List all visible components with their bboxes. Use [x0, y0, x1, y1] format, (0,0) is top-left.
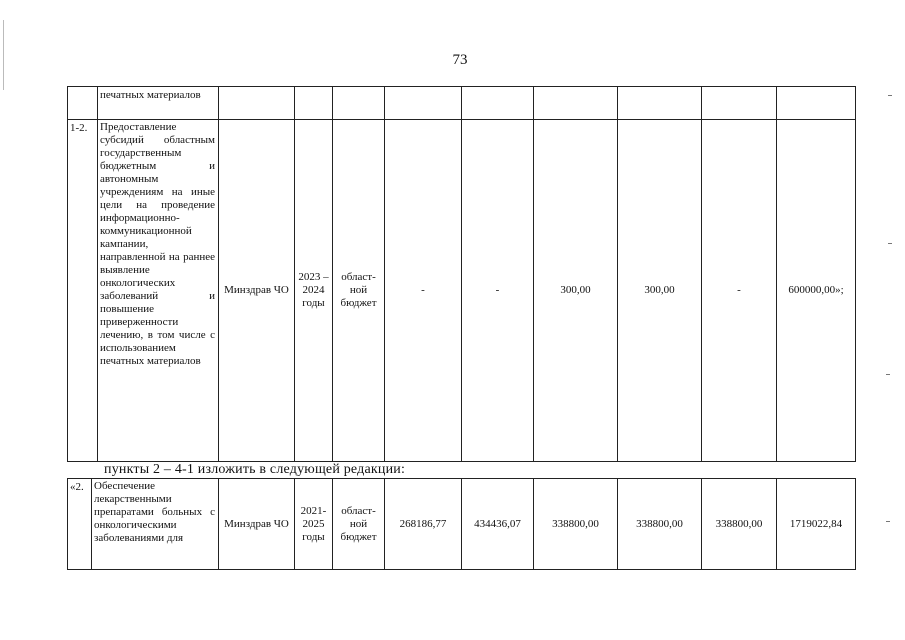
value-cell: 300,00 [618, 120, 702, 462]
scan-speck [886, 374, 890, 375]
empty-cell [702, 87, 777, 120]
table-row-continuation [68, 87, 856, 120]
row-number-cell: «2. [68, 479, 92, 570]
value-cell: 268186,77 [385, 479, 462, 570]
scan-speck [886, 521, 890, 522]
table-row-1-2 [68, 120, 856, 462]
scan-speck [888, 95, 892, 96]
period-cell: 2023 – 2024 годы [295, 120, 333, 462]
empty-cell [333, 87, 385, 120]
empty-cell [618, 87, 702, 120]
instruction-text: пункты 2 – 4-1 изложить в следующей редакции: [104, 462, 406, 477]
table-row-2 [68, 479, 856, 570]
period-cell: 2021-2025 годы [295, 479, 333, 570]
empty-cell [219, 87, 295, 120]
total-cell: 1719022,84 [777, 479, 856, 570]
empty-cell [295, 87, 333, 120]
value-cell: - [702, 120, 777, 462]
empty-cell [534, 87, 618, 120]
scan-edge-mark [3, 20, 4, 90]
value-cell: 338800,00 [618, 479, 702, 570]
row-number-cell [68, 87, 98, 120]
value-cell: 300,00 [534, 120, 618, 462]
value-cell: - [385, 120, 462, 462]
empty-cell [777, 87, 856, 120]
executor-cell: Минздрав ЧО [219, 479, 295, 570]
page-number: 73 [452, 52, 468, 68]
funding-source-cell: област-ной бюджет [333, 120, 385, 462]
row-description-cell: печатных материалов [98, 87, 219, 120]
funding-source-cell: област-ной бюджет [333, 479, 385, 570]
program-table-continued [67, 86, 856, 462]
row-description-cell: Предоставление субсидий областным государственным бюджетным и автономным учреждениям на иные цели на проведение информационно-коммуникационной кампании, направленной на раннее выявление онкологических заболеваний и повышение приверженности лечению, в том числе с использованием печатных материалов [98, 120, 219, 462]
total-cell: 600000,00»; [777, 120, 856, 462]
scan-speck [888, 243, 892, 244]
value-cell: 434436,07 [462, 479, 534, 570]
row-description-cell: Обеспечение лекарственными препаратами больных с онкологическими заболеваниями для [92, 479, 219, 570]
empty-cell [385, 87, 462, 120]
row-number-cell: 1-2. [68, 120, 98, 462]
value-cell: - [462, 120, 534, 462]
executor-cell: Минздрав ЧО [219, 120, 295, 462]
empty-cell [462, 87, 534, 120]
program-table-new [67, 478, 856, 570]
value-cell: 338800,00 [702, 479, 777, 570]
value-cell: 338800,00 [534, 479, 618, 570]
